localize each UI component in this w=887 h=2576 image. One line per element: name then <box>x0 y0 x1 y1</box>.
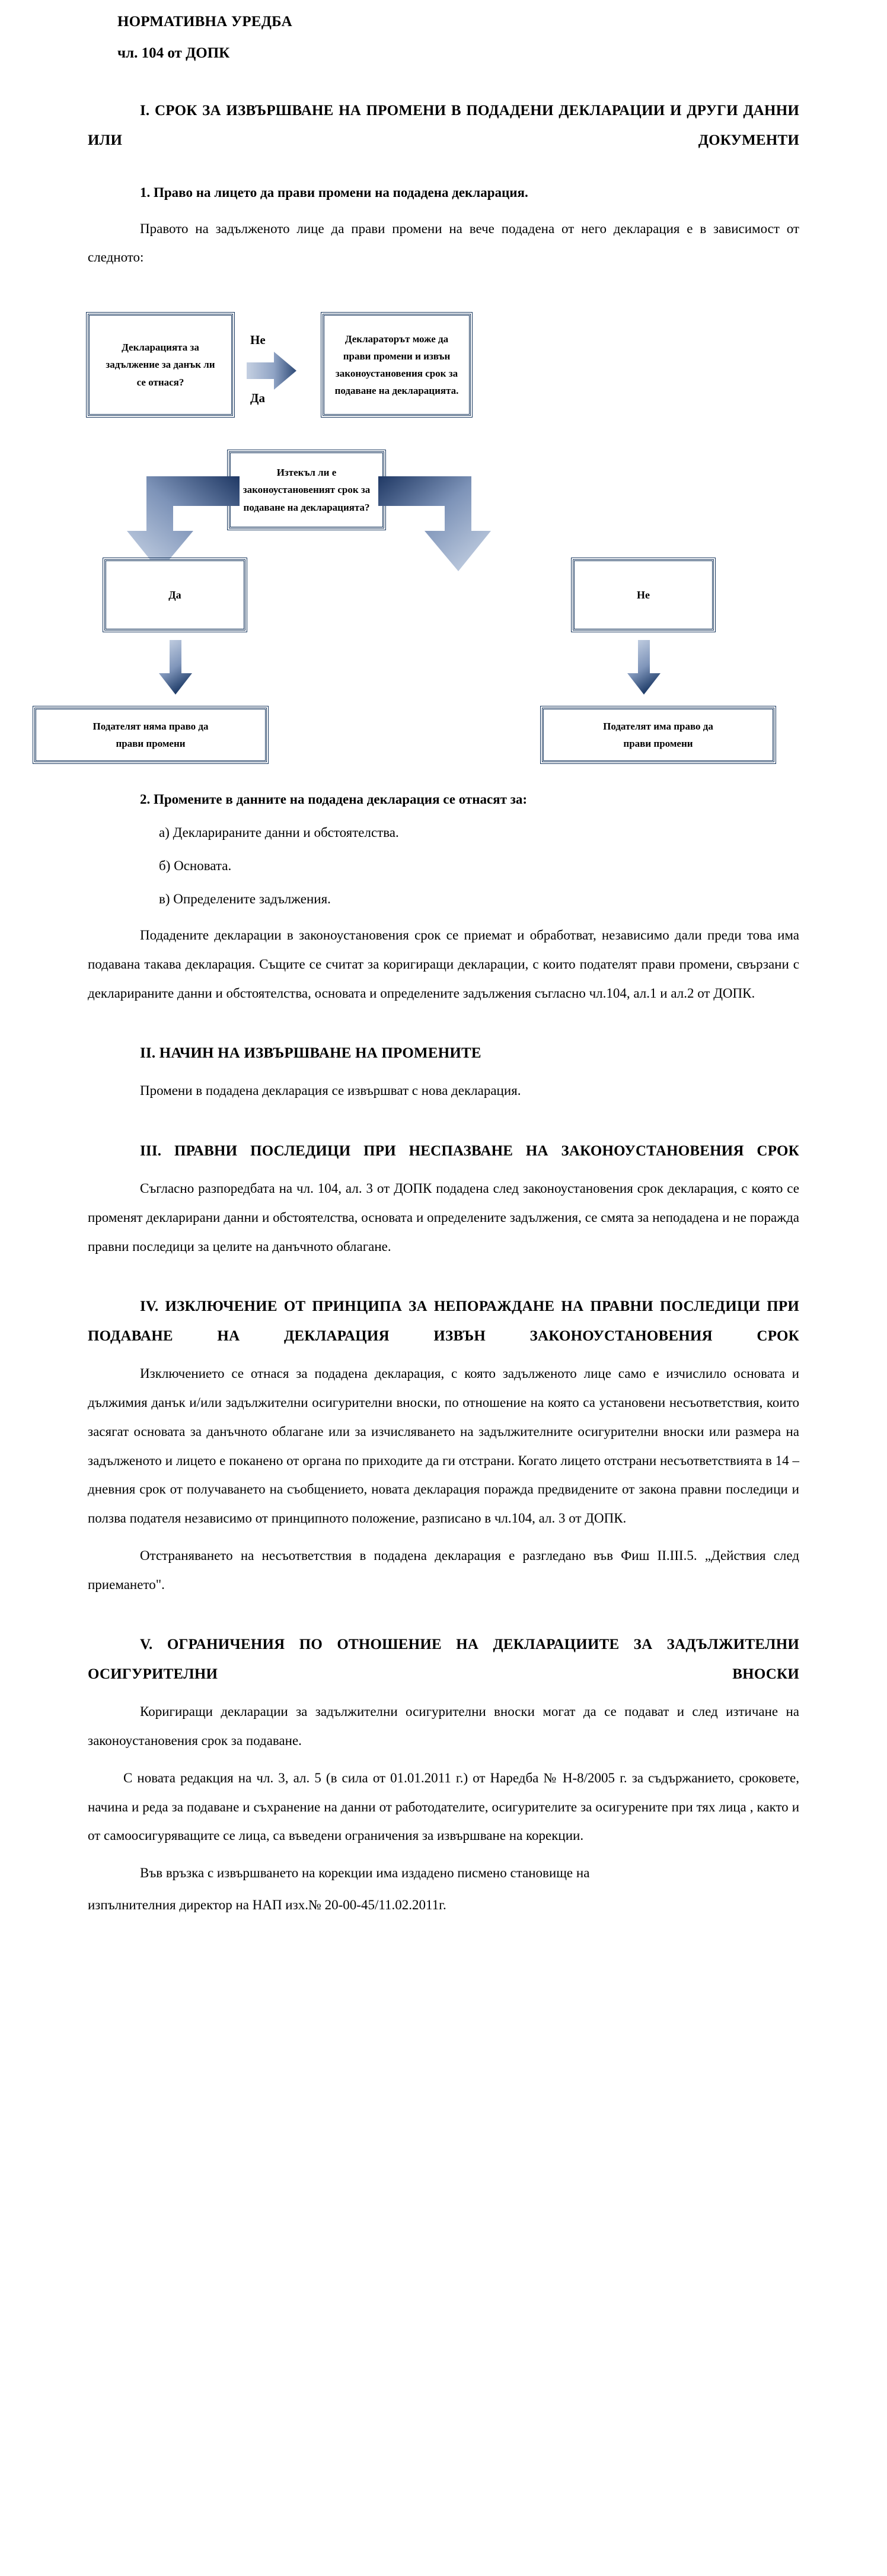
section-2-heading: II. НАЧИН НА ИЗВЪРШВАНЕ НА ПРОМЕНИТЕ <box>140 1045 481 1062</box>
section-1-closing-paragraph: Подадените декларации в законоустановения срок се приемат и обработват, независимо дали преди това има подавана такава декларация. Същите се считат за коригиращи декларации, с които подателят прави промени, свързани с декларираните данни и обстоятелства, основата и определените задължения съгласно чл.104, ал.1 и ал.2 от ДОПК. <box>88 928 799 1001</box>
section-4-paragraph-2: Отстраняването на несъответствия в подадена декларация е разгледано във Фиш II.III.5. „Действия след приемането". <box>88 1547 799 1592</box>
section-3-heading: III. ПРАВНИ ПОСЛЕДИЦИ ПРИ НЕСПАЗВАНЕ НА ЗАКОНОУСТАНОВЕНИЯ СРОК <box>140 1143 799 1159</box>
document-title: НОРМАТИВНА УРЕДБА <box>117 14 292 30</box>
document-page <box>0 11 887 2576</box>
flow-node-outcome-outside-deadline <box>323 314 471 416</box>
flow-node-yes-text: Да <box>168 588 181 601</box>
flow-edge-label-no: Не <box>250 333 266 347</box>
flow-node-outcome-no-right <box>34 708 267 762</box>
document-subtitle: чл. 104 от ДОПК <box>117 44 230 61</box>
section-1-sub1-paragraph: Правото на задълженото лице да прави промени на вече подадена от него декларация е в зависимост от следното: <box>88 221 799 265</box>
decision-flowchart <box>51 298 762 773</box>
flow-arrow-elbow-right <box>378 476 491 583</box>
flow-arrow-down-right <box>627 640 661 695</box>
flow-node-no <box>573 559 714 631</box>
section-5-paragraph-3-continuation: изпълнителния директор на НАП изх.№ 20-00-45/11.02.2011г. <box>88 1897 446 1912</box>
section-5-paragraph-3 <box>88 1859 799 1888</box>
flow-node-yes <box>104 559 245 631</box>
flow-node-outcome-outside-deadline-text: Декларaторът може да прави промени и извън законоустановения срок за подаване на декларацията. <box>334 333 459 397</box>
list-item-b: б) Основата. <box>159 858 232 873</box>
list-item-a: а) Декларираните данни и обстоятелства. <box>159 825 399 840</box>
section-1-sub1-heading: 1. Право на лицето да прави промени на подадена декларация. <box>140 184 528 200</box>
section-4-heading: IV. ИЗКЛЮЧЕНИЕ ОТ ПРИНЦИПА ЗА НЕПОРАЖДАНЕ НА ПРАВНИ ПОСЛЕДИЦИ ПРИ ПОДАВАНЕ НА ДЕКЛАРАЦИЯ ИЗВЪН ЗАКОНОУСТАНОВЕНИЯ СРОК <box>88 1298 799 1345</box>
flow-node-outcome-has-right-text: Подателят има право да прави промени <box>603 720 713 749</box>
flow-node-question-2-text: Изтекъл ли е законоустановеният срок за подаване на декларацията? <box>243 467 371 513</box>
section-5-paragraph-2: С новата редакция на чл. 3, ал. 5 (в сила от 01.01.2011 г.) от Наредба № Н-8/2005 г. за съдържанието, сроковете, начина и реда за подаване и съхранение на данни от работодателите, осигурителите за осигурените при тях лица , както и от самоосигуряващите се лица, са въведени ограничения за извършване на корекции. <box>88 1770 799 1843</box>
flow-edge-label-yes: Да <box>250 391 265 405</box>
list-item-c: в) Определените задължения. <box>159 891 331 906</box>
flow-arrow-down-left <box>159 640 192 695</box>
section-1-heading-line1: I. СРОК ЗА ИЗВЪРШВАНЕ НА ПРОМЕНИ В ПОДАДЕНИ ДЕКЛАРАЦИИ <box>140 102 665 119</box>
section-1-heading-line2: И ДРУГИ ДАННИ ИЛИ ДОКУМЕНТИ <box>88 102 799 148</box>
section-2-paragraph: Промени в подадена декларация се извършват с нова декларация. <box>140 1083 521 1098</box>
section-1-heading <box>88 96 799 155</box>
section-5-heading: V. ОГРАНИЧЕНИЯ ПО ОТНОШЕНИЕ НА ДЕКЛАРАЦИИТЕ ЗА ЗАДЪЛЖИТЕЛНИ ОСИГУРИТЕЛНИ ВНОСКИ <box>88 1636 799 1683</box>
section-5-paragraph-1: Коригиращи декларации за задължителни осигурителни вноски могат да се подават и след изтичане на законоустановения срок за подаване. <box>88 1704 799 1748</box>
flow-arrow-right <box>247 352 296 390</box>
section-5-paragraph-3-lead: Във връзка с извършването на корекции има издадено писмено становище на <box>140 1865 590 1880</box>
section-1-sub2-heading: 2. Промените в данните на подадена декларация се отнасят за: <box>140 792 528 807</box>
section-4-paragraph-1: Изключението се отнася за подадена декларация, с която задълженото лице само е изчислило основата и дължимия данък и/или задължителни осигурителни вноски, по отношение на която са установени несъответствия, които засягат основата за данъчното облагане или за изчисляването на задължителните осигурителни вноски или размера на задълженото и лицето е поканено от органа по приходите да ги отстрани. Когато лицето отстрани несъответствията в 14 – дневния срок от получаването на съобщението, новата декларация поражда предвидените от закона правни последици и ползва подателя независимо от принципното положение, разписано в чл.104, ал. 3 от ДОПК. <box>88 1366 799 1526</box>
flow-node-no-text: Не <box>637 588 650 601</box>
flow-node-outcome-has-right <box>542 708 774 762</box>
flow-node-question-2 <box>229 451 384 528</box>
flow-node-outcome-no-right-text: Подателят няма право да прави промени <box>92 720 209 749</box>
flow-node-question-1 <box>88 314 233 416</box>
flow-node-question-1-text: Декларацията за задължение за данък ли се отнася? <box>106 342 215 388</box>
section-3-paragraph: Съгласно разпоредбата на чл. 104, ал. 3 от ДОПК подадена след законоустановения срок декларация, с която се променят декларирани данни и обстоятелства, основата и определените задължения, се смята за неподадена и не поражда правни последици за целите на данъчното облагане. <box>88 1181 799 1254</box>
